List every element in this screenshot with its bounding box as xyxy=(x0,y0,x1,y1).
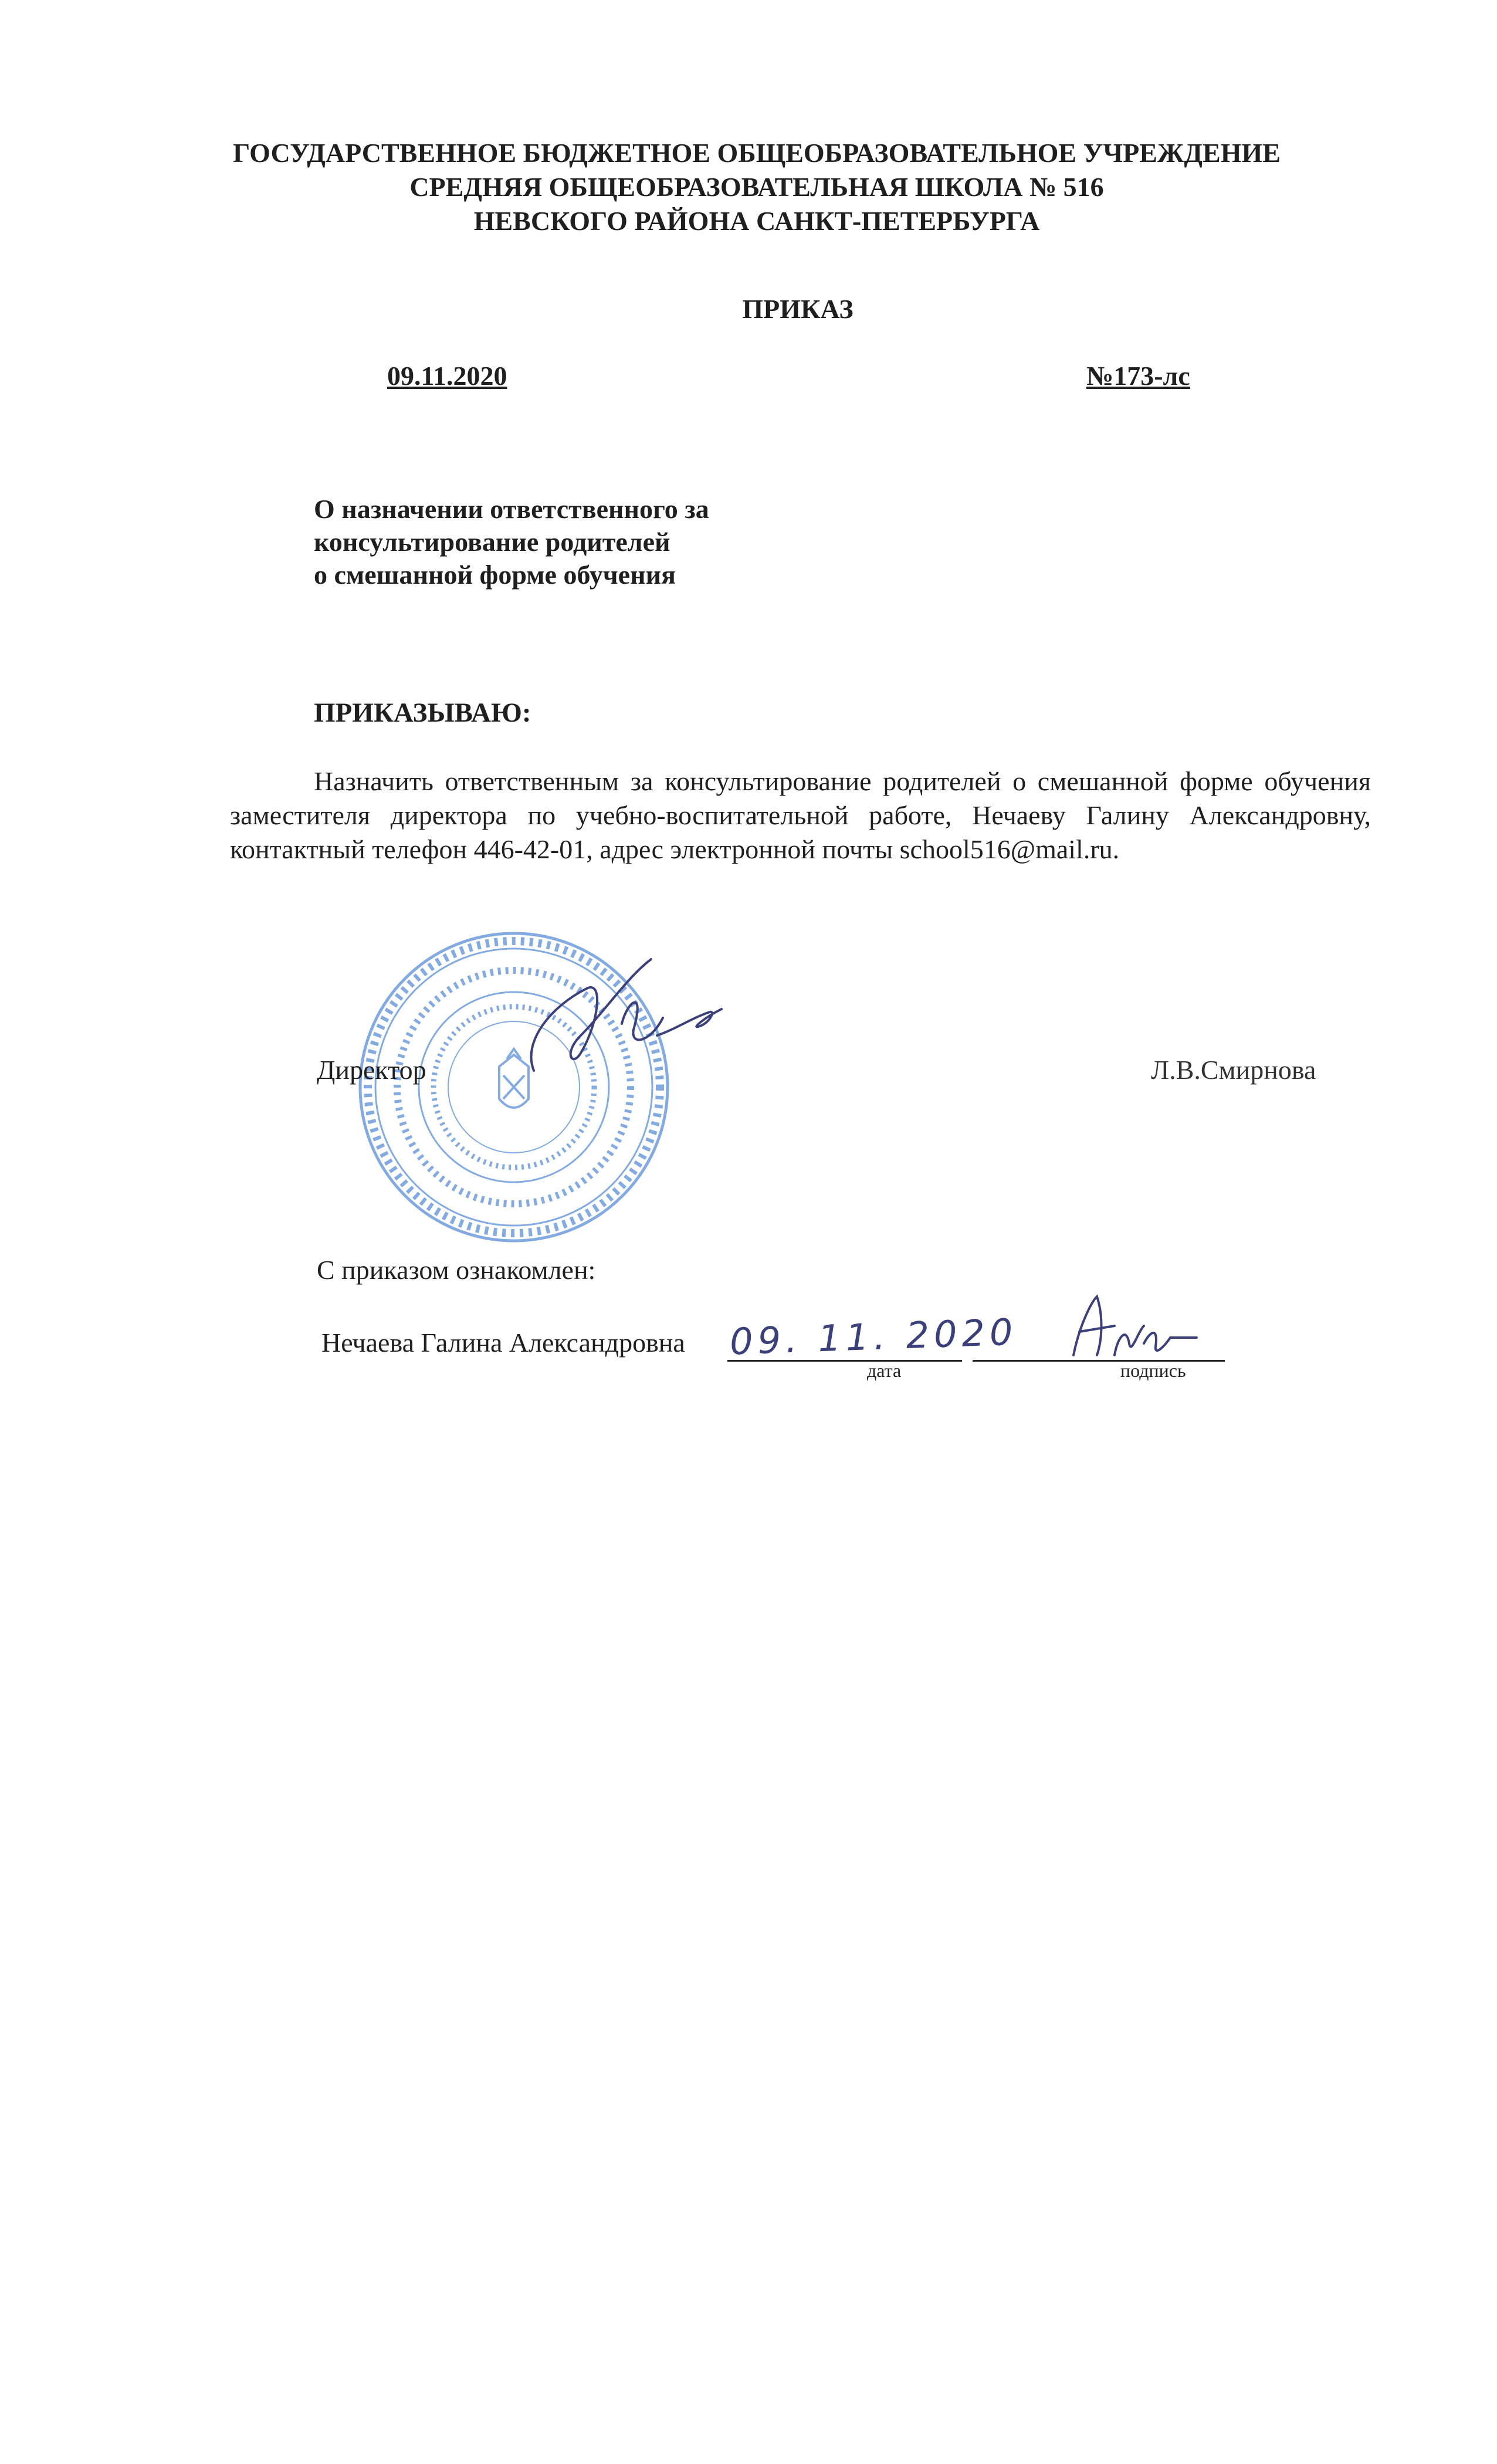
subject-line-1: О назначении ответственного за xyxy=(314,494,709,524)
handwritten-date: 09. 11. 2020 xyxy=(729,1310,1018,1363)
document-number: №173-лс xyxy=(1086,361,1190,391)
director-signature xyxy=(516,953,739,1094)
subject-line-2: консультирование родителей xyxy=(314,527,670,557)
acquainted-label: С приказом ознакомлен: xyxy=(317,1255,596,1285)
order-heading: ПРИКАЗЫВАЮ: xyxy=(314,698,531,728)
subject-line-3: о смешанной форме обучения xyxy=(314,560,676,590)
document-subject xyxy=(314,493,709,591)
acquainted-person-name: Нечаева Галина Александровна xyxy=(321,1328,685,1358)
order-body: Назначить ответственным за консультирование родителей о смешанной форме обучения заместителя директора по учебно-воспитательной работе, Нечаеву Галину Александровну, контактный телефон 446-42-01, адрес электронной почты school516@mail.ru. xyxy=(230,766,1371,864)
date-caption: дата xyxy=(867,1360,902,1381)
signature-caption: подпись xyxy=(1120,1360,1186,1381)
header-line-2: СРЕДНЯЯ ОБЩЕОБРАЗОВАТЕЛЬНАЯ ШКОЛА № 516 xyxy=(409,172,1104,202)
organization-header xyxy=(176,136,1337,238)
document-date: 09.11.2020 xyxy=(387,361,507,391)
header-line-3: НЕВСКОГО РАЙОНА САНКТ-ПЕТЕРБУРГА xyxy=(473,206,1040,236)
employee-signature xyxy=(1062,1291,1203,1367)
director-label: Директор xyxy=(317,1055,426,1085)
header-line-1: ГОСУДАРСТВЕННОЕ БЮДЖЕТНОЕ ОБЩЕОБРАЗОВАТЕЛЬНОЕ УЧРЕЖДЕНИЕ xyxy=(233,138,1281,168)
director-name: Л.В.Смирнова xyxy=(1151,1055,1316,1085)
document-title: ПРИКАЗ xyxy=(742,294,854,324)
